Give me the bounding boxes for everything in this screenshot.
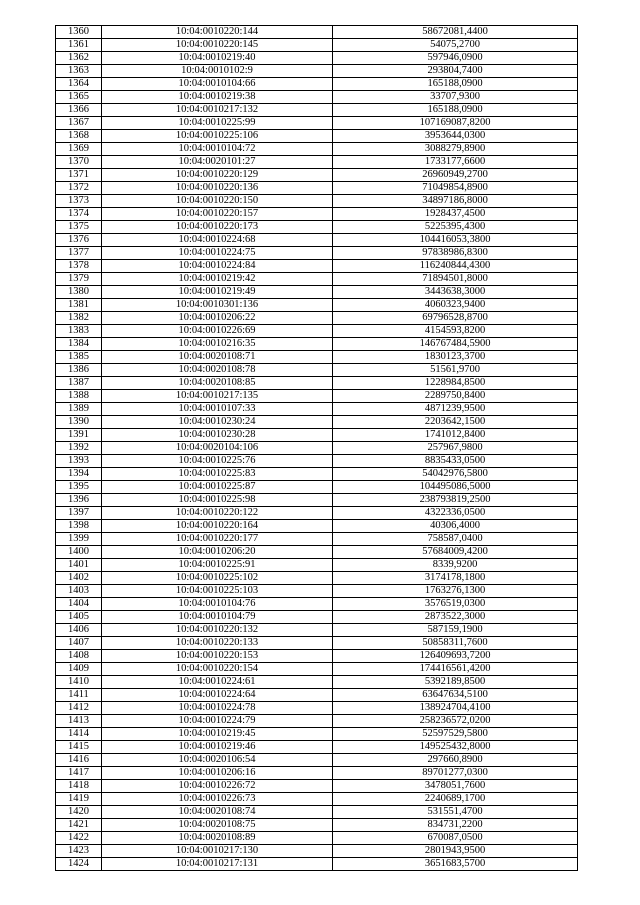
cadastral-value-cell: 5392189,8500 [333, 676, 578, 689]
row-number-cell: 1398 [56, 520, 102, 533]
cadastral-value-table [55, 25, 578, 871]
cadastral-value-cell: 54075,2700 [333, 39, 578, 52]
cadastral-value-cell: 104495086,5000 [333, 481, 578, 494]
cadastral-number-cell: 10:04:0010104:66 [102, 78, 333, 91]
table-row [56, 286, 578, 299]
cadastral-number-cell: 10:04:0010224:61 [102, 676, 333, 689]
cadastral-value-cell: 2873522,3000 [333, 611, 578, 624]
table-row [56, 689, 578, 702]
cadastral-value-cell: 104416053,3800 [333, 234, 578, 247]
table-row [56, 572, 578, 585]
cadastral-value-cell: 4060323,9400 [333, 299, 578, 312]
cadastral-value-cell: 1830123,3700 [333, 351, 578, 364]
row-number-cell: 1365 [56, 91, 102, 104]
table-row [56, 429, 578, 442]
row-number-cell: 1363 [56, 65, 102, 78]
cadastral-value-cell: 1741012,8400 [333, 429, 578, 442]
cadastral-value-cell: 52597529,5800 [333, 728, 578, 741]
table-row [56, 273, 578, 286]
cadastral-value-cell: 57684009,4200 [333, 546, 578, 559]
row-number-cell: 1370 [56, 156, 102, 169]
cadastral-value-cell: 26960949,2700 [333, 169, 578, 182]
row-number-cell: 1411 [56, 689, 102, 702]
row-number-cell: 1374 [56, 208, 102, 221]
cadastral-value-cell: 50858311,7600 [333, 637, 578, 650]
cadastral-number-cell: 10:04:0010225:98 [102, 494, 333, 507]
table-row [56, 78, 578, 91]
row-number-cell: 1381 [56, 299, 102, 312]
table-row [56, 845, 578, 858]
cadastral-value-cell: 4871239,9500 [333, 403, 578, 416]
table-row [56, 832, 578, 845]
table-row [56, 52, 578, 65]
cadastral-value-cell: 138924704,4100 [333, 702, 578, 715]
row-number-cell: 1410 [56, 676, 102, 689]
cadastral-number-cell: 10:04:0010225:106 [102, 130, 333, 143]
table-row [56, 455, 578, 468]
cadastral-number-cell: 10:04:0020101:27 [102, 156, 333, 169]
row-number-cell: 1401 [56, 559, 102, 572]
row-number-cell: 1367 [56, 117, 102, 130]
cadastral-number-cell: 10:04:0010225:76 [102, 455, 333, 468]
table-row [56, 364, 578, 377]
cadastral-number-cell: 10:04:0010219:40 [102, 52, 333, 65]
table-row [56, 104, 578, 117]
cadastral-number-cell: 10:04:0010220:150 [102, 195, 333, 208]
row-number-cell: 1380 [56, 286, 102, 299]
cadastral-value-cell: 2203642,1500 [333, 416, 578, 429]
table-row [56, 416, 578, 429]
row-number-cell: 1418 [56, 780, 102, 793]
row-number-cell: 1417 [56, 767, 102, 780]
table-row [56, 260, 578, 273]
cadastral-value-cell: 3443638,3000 [333, 286, 578, 299]
table-row [56, 234, 578, 247]
table-row [56, 793, 578, 806]
row-number-cell: 1375 [56, 221, 102, 234]
cadastral-value-cell: 165188,0900 [333, 78, 578, 91]
cadastral-value-cell: 758587,0400 [333, 533, 578, 546]
cadastral-number-cell: 10:04:0010102:9 [102, 65, 333, 78]
row-number-cell: 1404 [56, 598, 102, 611]
cadastral-value-cell: 174416561,4200 [333, 663, 578, 676]
table-row [56, 806, 578, 819]
cadastral-number-cell: 10:04:0010217:131 [102, 858, 333, 871]
cadastral-number-cell: 10:04:0010220:173 [102, 221, 333, 234]
cadastral-value-cell: 3576519,0300 [333, 598, 578, 611]
table-row [56, 338, 578, 351]
row-number-cell: 1391 [56, 429, 102, 442]
row-number-cell: 1387 [56, 377, 102, 390]
cadastral-number-cell: 10:04:0020108:74 [102, 806, 333, 819]
cadastral-value-cell: 293804,7400 [333, 65, 578, 78]
table-row [56, 520, 578, 533]
cadastral-value-cell: 1763276,1300 [333, 585, 578, 598]
cadastral-number-cell: 10:04:0010220:153 [102, 650, 333, 663]
cadastral-number-cell: 10:04:0010225:102 [102, 572, 333, 585]
row-number-cell: 1376 [56, 234, 102, 247]
row-number-cell: 1400 [56, 546, 102, 559]
row-number-cell: 1422 [56, 832, 102, 845]
row-number-cell: 1396 [56, 494, 102, 507]
table-row [56, 819, 578, 832]
row-number-cell: 1382 [56, 312, 102, 325]
cadastral-number-cell: 10:04:0010226:73 [102, 793, 333, 806]
row-number-cell: 1361 [56, 39, 102, 52]
table-row [56, 325, 578, 338]
cadastral-number-cell: 10:04:0010225:83 [102, 468, 333, 481]
cadastral-value-cell: 69796528,8700 [333, 312, 578, 325]
cadastral-number-cell: 10:04:0010220:157 [102, 208, 333, 221]
cadastral-number-cell: 10:04:0020108:89 [102, 832, 333, 845]
row-number-cell: 1384 [56, 338, 102, 351]
row-number-cell: 1397 [56, 507, 102, 520]
row-number-cell: 1406 [56, 624, 102, 637]
row-number-cell: 1388 [56, 390, 102, 403]
cadastral-number-cell: 10:04:0020104:106 [102, 442, 333, 455]
table-row [56, 312, 578, 325]
row-number-cell: 1360 [56, 26, 102, 39]
row-number-cell: 1420 [56, 806, 102, 819]
table-row [56, 494, 578, 507]
cadastral-value-cell: 97838986,8300 [333, 247, 578, 260]
row-number-cell: 1379 [56, 273, 102, 286]
table-row [56, 533, 578, 546]
table-row [56, 559, 578, 572]
cadastral-number-cell: 10:04:0010230:28 [102, 429, 333, 442]
cadastral-number-cell: 10:04:0010224:78 [102, 702, 333, 715]
row-number-cell: 1412 [56, 702, 102, 715]
cadastral-value-cell: 8835433,0500 [333, 455, 578, 468]
cadastral-number-cell: 10:04:0010220:177 [102, 533, 333, 546]
cadastral-value-cell: 71049854,8900 [333, 182, 578, 195]
table-row [56, 468, 578, 481]
cadastral-number-cell: 10:04:0020108:75 [102, 819, 333, 832]
cadastral-value-cell: 107169087,8200 [333, 117, 578, 130]
table-row [56, 390, 578, 403]
cadastral-value-cell: 40306,4000 [333, 520, 578, 533]
cadastral-value-cell: 146767484,5900 [333, 338, 578, 351]
row-number-cell: 1383 [56, 325, 102, 338]
cadastral-number-cell: 10:04:0010216:35 [102, 338, 333, 351]
cadastral-number-cell: 10:04:0010220:164 [102, 520, 333, 533]
row-number-cell: 1407 [56, 637, 102, 650]
cadastral-value-cell: 1928437,4500 [333, 208, 578, 221]
table-body [56, 26, 578, 871]
table-row [56, 624, 578, 637]
document-page [55, 25, 577, 871]
cadastral-number-cell: 10:04:0010104:79 [102, 611, 333, 624]
cadastral-value-cell: 238793819,2500 [333, 494, 578, 507]
cadastral-value-cell: 33707,9300 [333, 91, 578, 104]
cadastral-number-cell: 10:04:0020108:71 [102, 351, 333, 364]
cadastral-number-cell: 10:04:0010220:133 [102, 637, 333, 650]
table-row [56, 130, 578, 143]
row-number-cell: 1368 [56, 130, 102, 143]
cadastral-value-cell: 4154593,8200 [333, 325, 578, 338]
row-number-cell: 1424 [56, 858, 102, 871]
row-number-cell: 1405 [56, 611, 102, 624]
cadastral-number-cell: 10:04:0010217:130 [102, 845, 333, 858]
cadastral-number-cell: 10:04:0010220:144 [102, 26, 333, 39]
cadastral-value-cell: 531551,4700 [333, 806, 578, 819]
cadastral-value-cell: 89701277,0300 [333, 767, 578, 780]
row-number-cell: 1362 [56, 52, 102, 65]
row-number-cell: 1416 [56, 754, 102, 767]
cadastral-value-cell: 34897186,8000 [333, 195, 578, 208]
cadastral-number-cell: 10:04:0010220:129 [102, 169, 333, 182]
table-row [56, 299, 578, 312]
cadastral-number-cell: 10:04:0010226:72 [102, 780, 333, 793]
row-number-cell: 1369 [56, 143, 102, 156]
cadastral-number-cell: 10:04:0010224:84 [102, 260, 333, 273]
table-row [56, 117, 578, 130]
cadastral-number-cell: 10:04:0010220:132 [102, 624, 333, 637]
cadastral-value-cell: 165188,0900 [333, 104, 578, 117]
cadastral-number-cell: 10:04:0010217:132 [102, 104, 333, 117]
table-row [56, 754, 578, 767]
cadastral-value-cell: 2289750,8400 [333, 390, 578, 403]
cadastral-value-cell: 670087,0500 [333, 832, 578, 845]
cadastral-number-cell: 10:04:0010219:42 [102, 273, 333, 286]
cadastral-value-cell: 126409693,7200 [333, 650, 578, 663]
cadastral-number-cell: 10:04:0010224:79 [102, 715, 333, 728]
table-row [56, 351, 578, 364]
cadastral-value-cell: 2801943,9500 [333, 845, 578, 858]
table-row [56, 403, 578, 416]
cadastral-number-cell: 10:04:0010104:72 [102, 143, 333, 156]
row-number-cell: 1390 [56, 416, 102, 429]
table-row [56, 507, 578, 520]
row-number-cell: 1399 [56, 533, 102, 546]
row-number-cell: 1421 [56, 819, 102, 832]
table-row [56, 858, 578, 871]
cadastral-number-cell: 10:04:0010206:22 [102, 312, 333, 325]
cadastral-number-cell: 10:04:0010224:64 [102, 689, 333, 702]
cadastral-value-cell: 58672081,4400 [333, 26, 578, 39]
row-number-cell: 1364 [56, 78, 102, 91]
row-number-cell: 1386 [56, 364, 102, 377]
row-number-cell: 1403 [56, 585, 102, 598]
cadastral-number-cell: 10:04:0020108:85 [102, 377, 333, 390]
cadastral-value-cell: 8339,9200 [333, 559, 578, 572]
table-row [56, 585, 578, 598]
row-number-cell: 1413 [56, 715, 102, 728]
cadastral-number-cell: 10:04:0010104:76 [102, 598, 333, 611]
table-row [56, 611, 578, 624]
row-number-cell: 1392 [56, 442, 102, 455]
cadastral-number-cell: 10:04:0010206:16 [102, 767, 333, 780]
cadastral-number-cell: 10:04:0010226:69 [102, 325, 333, 338]
row-number-cell: 1423 [56, 845, 102, 858]
cadastral-number-cell: 10:04:0020106:54 [102, 754, 333, 767]
cadastral-number-cell: 10:04:0010224:68 [102, 234, 333, 247]
table-row [56, 39, 578, 52]
row-number-cell: 1394 [56, 468, 102, 481]
cadastral-value-cell: 63647634,5100 [333, 689, 578, 702]
row-number-cell: 1395 [56, 481, 102, 494]
cadastral-number-cell: 10:04:0010225:99 [102, 117, 333, 130]
cadastral-value-cell: 597946,0900 [333, 52, 578, 65]
cadastral-value-cell: 834731,2200 [333, 819, 578, 832]
cadastral-number-cell: 10:04:0010225:91 [102, 559, 333, 572]
cadastral-number-cell: 10:04:0010220:145 [102, 39, 333, 52]
row-number-cell: 1372 [56, 182, 102, 195]
table-row [56, 169, 578, 182]
cadastral-number-cell: 10:04:0010219:45 [102, 728, 333, 741]
row-number-cell: 1393 [56, 455, 102, 468]
cadastral-value-cell: 2240689,1700 [333, 793, 578, 806]
cadastral-value-cell: 5225395,4300 [333, 221, 578, 234]
row-number-cell: 1373 [56, 195, 102, 208]
cadastral-value-cell: 54042976,5800 [333, 468, 578, 481]
row-number-cell: 1419 [56, 793, 102, 806]
table-row [56, 221, 578, 234]
table-row [56, 143, 578, 156]
cadastral-value-cell: 257967,9800 [333, 442, 578, 455]
table-row [56, 65, 578, 78]
table-row [56, 377, 578, 390]
table-row [56, 715, 578, 728]
cadastral-value-cell: 71894501,8000 [333, 273, 578, 286]
cadastral-value-cell: 297660,8900 [333, 754, 578, 767]
table-row [56, 702, 578, 715]
cadastral-value-cell: 3953644,0300 [333, 130, 578, 143]
table-row [56, 156, 578, 169]
table-row [56, 767, 578, 780]
cadastral-number-cell: 10:04:0010220:154 [102, 663, 333, 676]
cadastral-number-cell: 10:04:0010220:136 [102, 182, 333, 195]
table-row [56, 247, 578, 260]
cadastral-value-cell: 116240844,4300 [333, 260, 578, 273]
cadastral-value-cell: 3174178,1800 [333, 572, 578, 585]
table-row [56, 650, 578, 663]
cadastral-value-cell: 3478051,7600 [333, 780, 578, 793]
table-row [56, 780, 578, 793]
cadastral-value-cell: 3651683,5700 [333, 858, 578, 871]
cadastral-value-cell: 3088279,8900 [333, 143, 578, 156]
row-number-cell: 1414 [56, 728, 102, 741]
cadastral-number-cell: 10:04:0010230:24 [102, 416, 333, 429]
row-number-cell: 1378 [56, 260, 102, 273]
table-row [56, 741, 578, 754]
table-row [56, 195, 578, 208]
cadastral-value-cell: 1733177,6600 [333, 156, 578, 169]
table-row [56, 182, 578, 195]
row-number-cell: 1408 [56, 650, 102, 663]
row-number-cell: 1371 [56, 169, 102, 182]
cadastral-value-cell: 149525432,8000 [333, 741, 578, 754]
row-number-cell: 1377 [56, 247, 102, 260]
cadastral-value-cell: 258236572,0200 [333, 715, 578, 728]
cadastral-value-cell: 587159,1900 [333, 624, 578, 637]
row-number-cell: 1409 [56, 663, 102, 676]
cadastral-number-cell: 10:04:0020108:78 [102, 364, 333, 377]
table-row [56, 637, 578, 650]
cadastral-number-cell: 10:04:0010220:122 [102, 507, 333, 520]
cadastral-value-cell: 4322336,0500 [333, 507, 578, 520]
table-row [56, 442, 578, 455]
cadastral-number-cell: 10:04:0010225:87 [102, 481, 333, 494]
cadastral-number-cell: 10:04:0010219:49 [102, 286, 333, 299]
table-row [56, 208, 578, 221]
table-row [56, 26, 578, 39]
cadastral-number-cell: 10:04:0010217:135 [102, 390, 333, 403]
row-number-cell: 1415 [56, 741, 102, 754]
table-row [56, 546, 578, 559]
cadastral-number-cell: 10:04:0010107:33 [102, 403, 333, 416]
cadastral-number-cell: 10:04:0010224:75 [102, 247, 333, 260]
cadastral-number-cell: 10:04:0010301:136 [102, 299, 333, 312]
cadastral-value-cell: 1228984,8500 [333, 377, 578, 390]
row-number-cell: 1366 [56, 104, 102, 117]
cadastral-number-cell: 10:04:0010219:46 [102, 741, 333, 754]
row-number-cell: 1385 [56, 351, 102, 364]
cadastral-number-cell: 10:04:0010206:20 [102, 546, 333, 559]
cadastral-value-cell: 51561,9700 [333, 364, 578, 377]
table-row [56, 91, 578, 104]
row-number-cell: 1402 [56, 572, 102, 585]
table-row [56, 676, 578, 689]
cadastral-number-cell: 10:04:0010225:103 [102, 585, 333, 598]
table-row [56, 481, 578, 494]
table-row [56, 728, 578, 741]
cadastral-number-cell: 10:04:0010219:38 [102, 91, 333, 104]
row-number-cell: 1389 [56, 403, 102, 416]
table-row [56, 598, 578, 611]
table-row [56, 663, 578, 676]
